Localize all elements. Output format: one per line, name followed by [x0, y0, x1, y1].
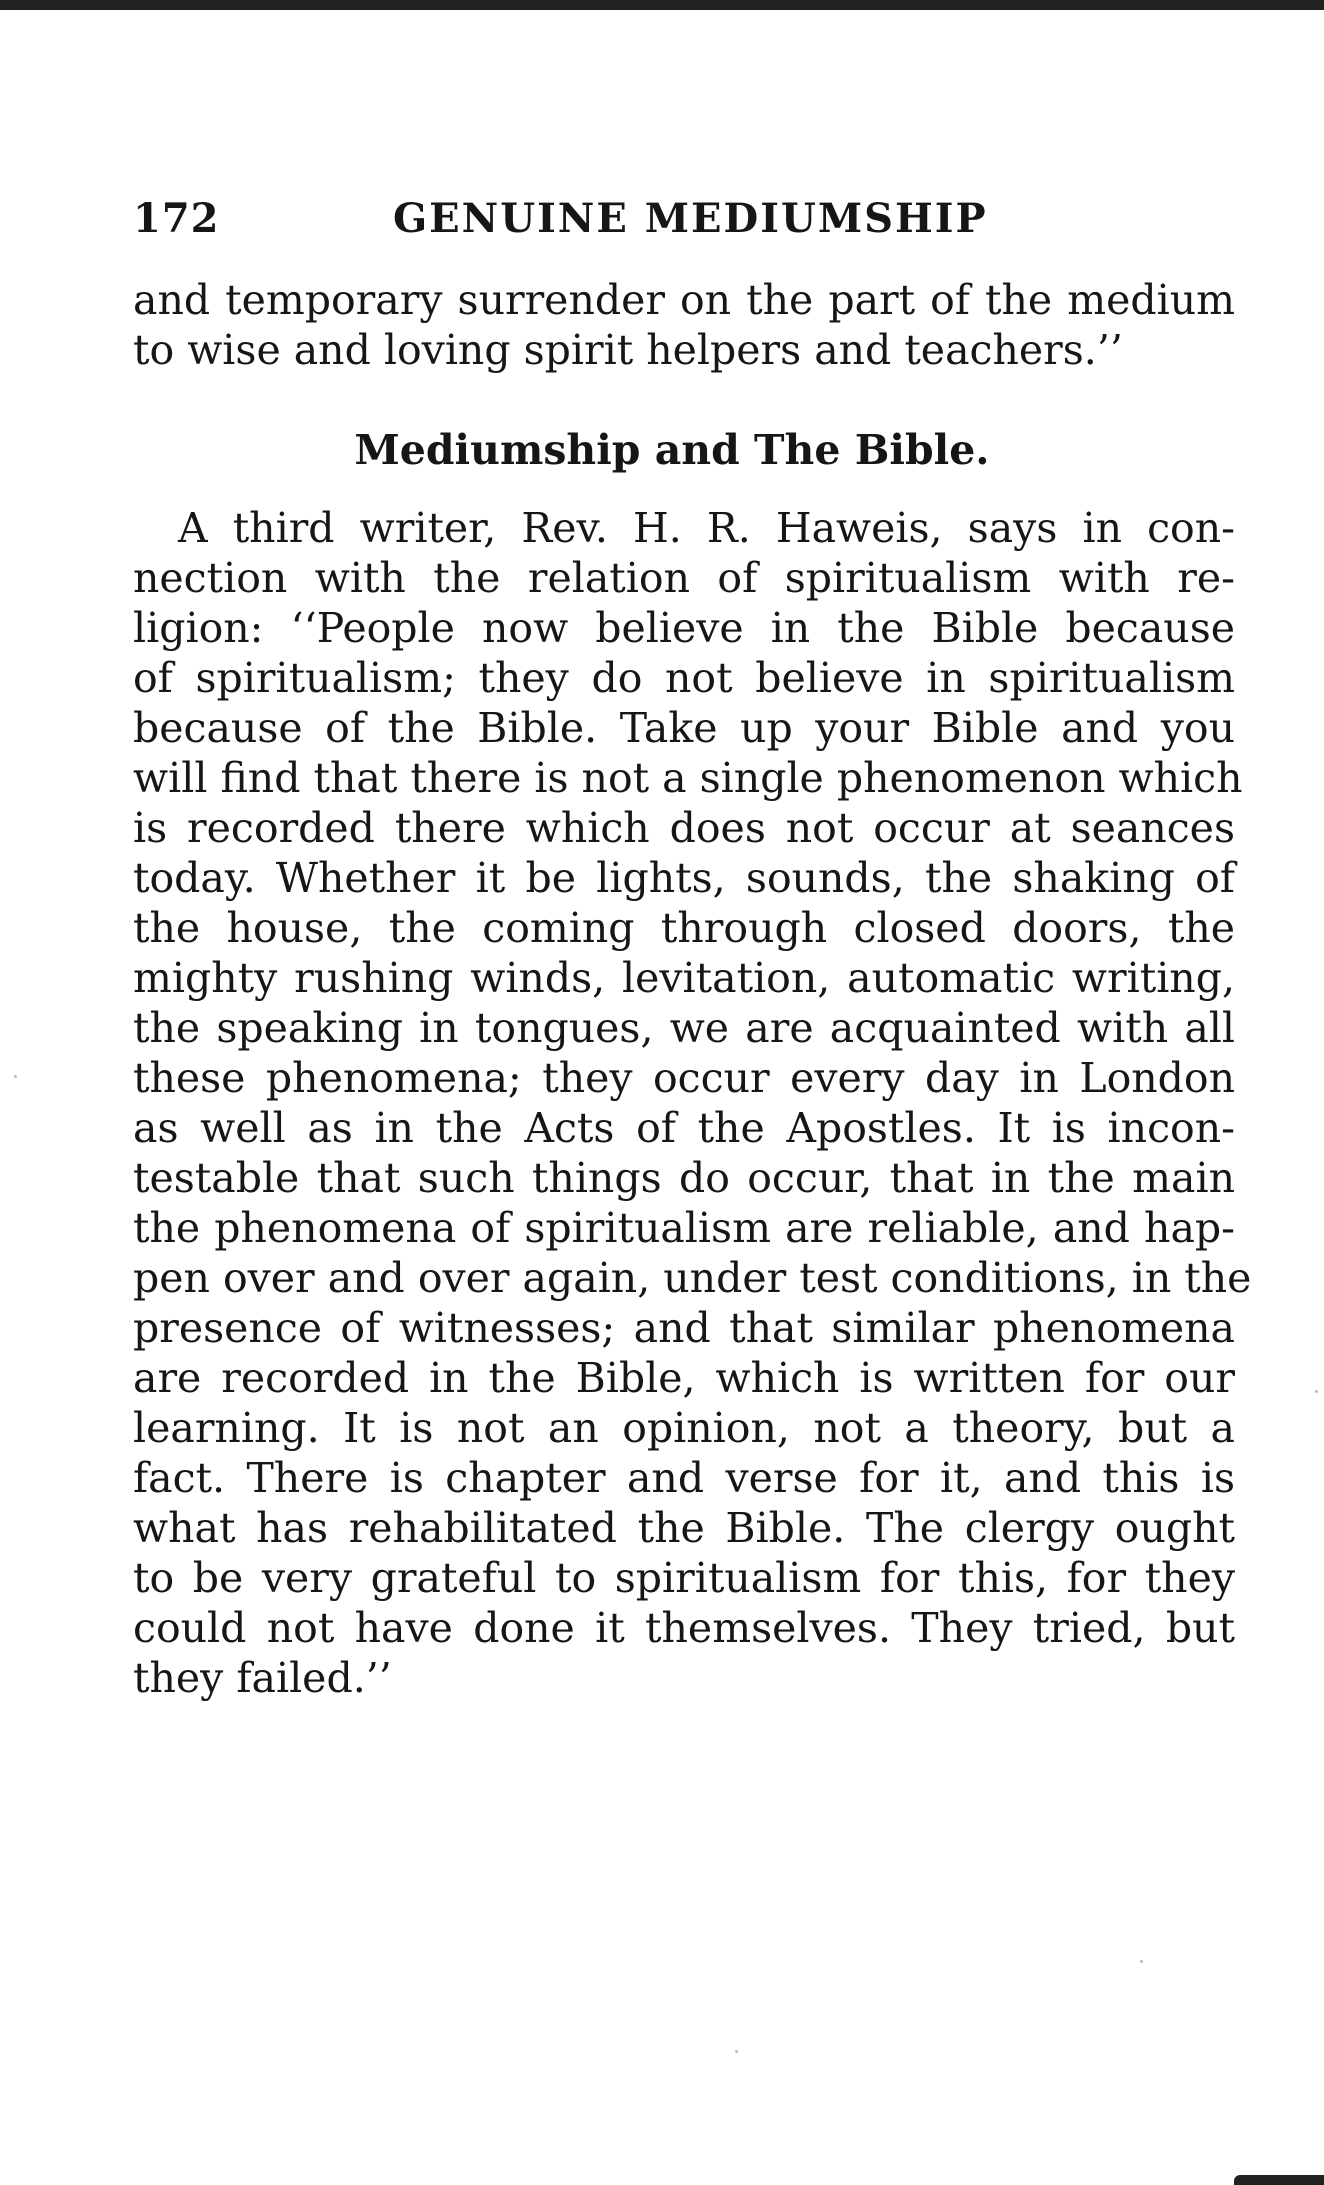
- paragraph-line: will find that there is not a single phenomenon which: [133, 754, 1243, 802]
- paragraph-line: ligion: ‘‘People now believe in the Bible because: [133, 604, 1235, 652]
- paragraph-line: A third writer, Rev. H. R. Haweis, says in con-: [178, 504, 1235, 552]
- paragraph-line: fact. There is chapter and verse for it, and this is: [133, 1454, 1235, 1502]
- continuation-line-2: to wise and loving spirit helpers and teachers.’’: [133, 326, 1123, 374]
- paragraph-line: because of the Bible. Take up your Bible and you: [133, 704, 1235, 752]
- paragraph-line: testable that such things do occur, that in the main: [133, 1154, 1235, 1202]
- paragraph-line: what has rehabilitated the Bible. The clergy ought: [133, 1504, 1235, 1552]
- paragraph-line: is recorded there which does not occur at seances: [133, 804, 1235, 852]
- paragraph-line: the phenomena of spiritualism are reliable, and hap-: [133, 1204, 1235, 1252]
- paper-speck: [735, 2050, 738, 2053]
- top-edge-rule: [0, 0, 1324, 10]
- paragraph-line: mighty rushing winds, levitation, automatic writing,: [133, 954, 1235, 1002]
- paragraph-line: learning. It is not an opinion, not a theory, but a: [133, 1404, 1235, 1452]
- paper-speck: [14, 1075, 17, 1078]
- paragraph-line: these phenomena; they occur every day in London: [133, 1054, 1235, 1102]
- continuation-line-1: and temporary surrender on the part of the medium: [133, 276, 1235, 324]
- paragraph-line: as well as in the Acts of the Apostles. It is incon-: [133, 1104, 1235, 1152]
- paragraph-line: could not have done it themselves. They tried, but: [133, 1604, 1235, 1652]
- paper-speck: [1315, 1390, 1318, 1393]
- page-number: 172: [133, 195, 220, 242]
- section-heading: Mediumship and The Bible.: [354, 426, 990, 474]
- paragraph-line: to be very grateful to spiritualism for this, for they: [133, 1554, 1235, 1602]
- paragraph-line: are recorded in the Bible, which is written for our: [133, 1354, 1235, 1402]
- running-title: GENUINE MEDIUMSHIP: [393, 195, 988, 242]
- bottom-edge-mark: [1234, 2175, 1324, 2185]
- paper-speck: [1140, 1960, 1143, 1963]
- page-header: [133, 195, 1233, 255]
- paragraph-line: nection with the relation of spiritualism with re-: [133, 554, 1235, 602]
- paragraph-line: presence of witnesses; and that similar phenomena: [133, 1304, 1235, 1352]
- paragraph-line: they failed.’’: [133, 1654, 392, 1702]
- paragraph-line: today. Whether it be lights, sounds, the shaking of: [133, 854, 1235, 902]
- paragraph-line: the house, the coming through closed doors, the: [133, 904, 1235, 952]
- paragraph-line: pen over and over again, under test conditions, in the: [133, 1254, 1252, 1302]
- paragraph-line: of spiritualism; they do not believe in spiritualism: [133, 654, 1235, 702]
- paragraph-line: the speaking in tongues, we are acquainted with all: [133, 1004, 1235, 1052]
